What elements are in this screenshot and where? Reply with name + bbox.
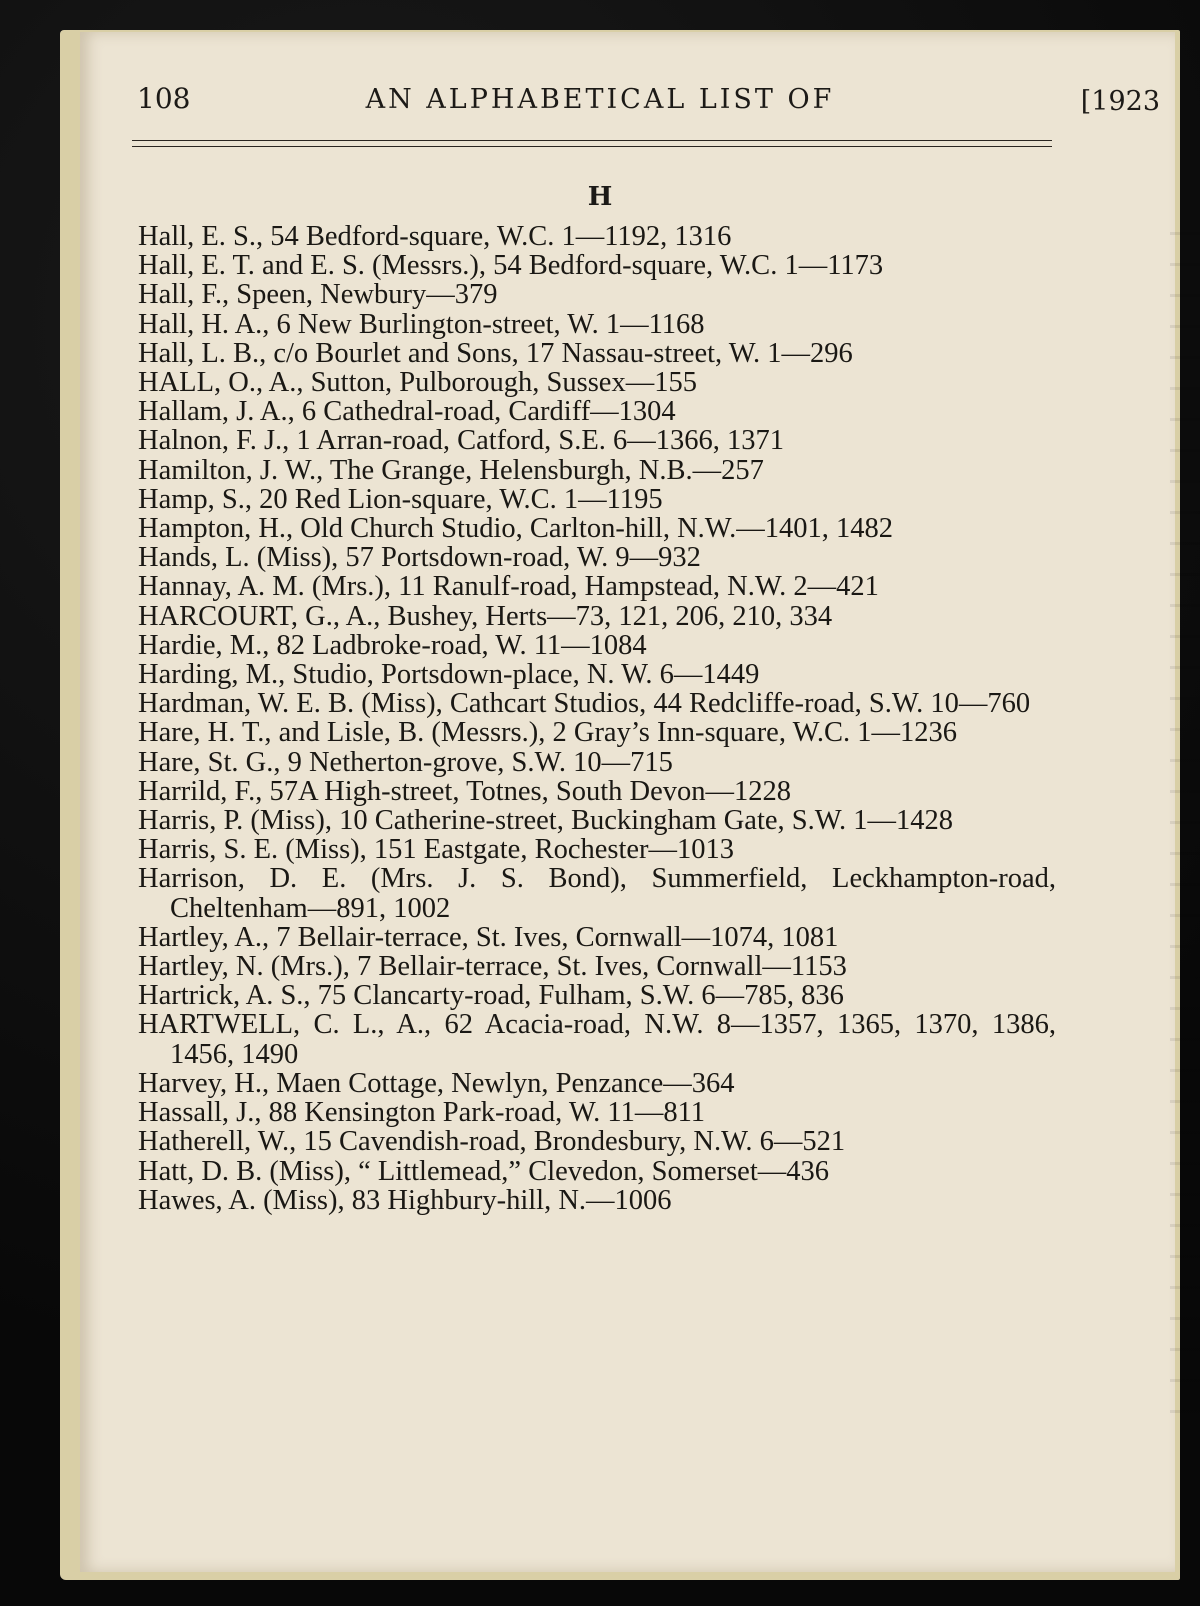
page-number: 108 — [137, 82, 191, 115]
list-entry: Hawes, A. (Miss), 83 Highbury-hill, N.—1006 — [138, 1184, 672, 1216]
list-entry: Harding, M., Studio, Portsdown-place, N. W. 6—1449 — [138, 659, 760, 691]
section-letter: H — [587, 182, 613, 212]
list-entry: Hassall, J., 88 Kensington Park-road, W. 11—811 — [138, 1097, 706, 1129]
list-entry: Hall, F., Speen, Newbury—379 — [138, 279, 498, 311]
list-entry: Hartley, A., 7 Bellair-terrace, St. Ives, Cornwall—1074, 1081 — [138, 921, 839, 953]
list-entry: Hannay, A. M. (Mrs.), 11 Ranulf-road, Hampstead, N.W. 2—421 — [138, 571, 879, 603]
list-entry: Hamilton, J. W., The Grange, Helensburgh, N.B.—257 — [138, 454, 764, 486]
list-entry: Hall, E. S., 54 Bedford-square, W.C. 1—1192, 1316 — [138, 221, 732, 252]
running-head — [0, 82, 1200, 132]
show-through-text — [1170, 232, 1200, 1432]
list-entry: Hamp, S., 20 Red Lion-square, W.C. 1—1195 — [138, 483, 663, 515]
list-entry: Hall, E. T. and E. S. (Messrs.), 54 Bedford-square, W.C. 1—1173 — [138, 250, 884, 282]
list-entry: Hartley, N. (Mrs.), 7 Bellair-terrace, St. Ives, Cornwall—1153 — [138, 951, 847, 983]
list-entry: Harrild, F., 57A High-street, Totnes, South Devon—1228 — [138, 775, 792, 807]
list-entry: Hands, L. (Miss), 57 Portsdown-road, W. 9—932 — [138, 542, 701, 574]
list-entry: Hall, L. B., c/o Bourlet and Sons, 17 Nassau-street, W. 1—296 — [138, 337, 853, 369]
list-entry: Hall, H. A., 6 New Burlington-street, W. 1—1168 — [138, 308, 705, 340]
header-rule-bottom — [132, 146, 1052, 147]
running-title: AN ALPHABETICAL LIST OF — [365, 84, 835, 115]
list-entry: Halnon, F. J., 1 Arran-road, Catford, S.E. 6—1366, 1371 — [138, 425, 785, 457]
list-entry: Harris, S. E. (Miss), 151 Eastgate, Rochester—1013 — [138, 834, 735, 866]
header-rule-top — [132, 140, 1052, 141]
running-year: [1923 — [1080, 86, 1160, 117]
list-entry: Hartrick, A. S., 75 Clancarty-road, Fulham, S.W. 6—785, 836 — [138, 980, 844, 1012]
list-entry: Hatt, D. B. (Miss), “ Littlemead,” Clevedon, Somerset—436 — [138, 1155, 829, 1187]
list-entry: Harvey, H., Maen Cottage, Newlyn, Penzance—364 — [138, 1067, 735, 1099]
entry-list — [138, 222, 1056, 1215]
list-entry: Hardie, M., 82 Ladbroke-road, W. 11—1084 — [138, 629, 647, 661]
list-entry: Hatherell, W., 15 Cavendish-road, Brondesbury, N.W. 6—521 — [138, 1126, 846, 1158]
list-entry: Hare, St. G., 9 Netherton-grove, S.W. 10—715 — [138, 746, 673, 778]
list-entry: Hardman, W. E. B. (Miss), Cathcart Studios, 44 Redcliffe-road, S.W. 10—760 — [138, 688, 1031, 720]
list-entry: Harrison, D. E. (Mrs. J. S. Bond), Summerfield, Leckhampton-road, Cheltenham—891, 1002 — [138, 863, 1056, 924]
list-entry: HALL, O., A., Sutton, Pulborough, Sussex—155 — [138, 367, 697, 399]
list-entry: Hampton, H., Old Church Studio, Carlton-hill, N.W.—1401, 1482 — [138, 513, 893, 545]
list-entry: HARCOURT, G., A., Bushey, Herts—73, 121, 206, 210, 334 — [138, 600, 833, 632]
list-entry: Hare, H. T., and Lisle, B. (Messrs.), 2 Gray’s Inn-square, W.C. 1—1236 — [138, 717, 957, 749]
list-entry: HARTWELL, C. L., A., 62 Acacia-road, N.W. 8—1357, 1365, 1370, 1386, 1456, 1490 — [138, 1009, 1056, 1070]
list-entry: Hallam, J. A., 6 Cathedral-road, Cardiff—1304 — [138, 396, 676, 428]
list-entry: Harris, P. (Miss), 10 Catherine-street, Buckingham Gate, S.W. 1—1428 — [138, 805, 954, 837]
